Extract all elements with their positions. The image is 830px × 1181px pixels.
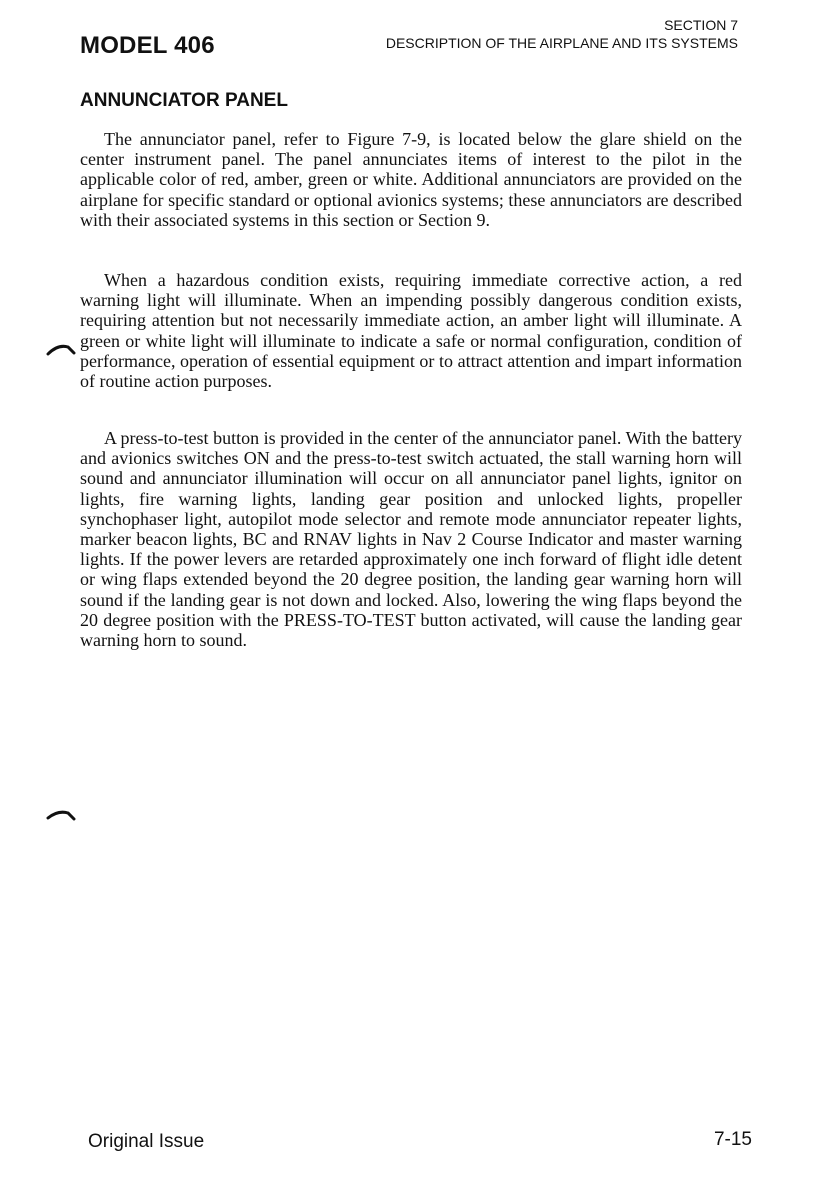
paragraph-light-colors: When a hazardous condition exists, requiring immediate corrective action, a red warning light will illuminate. When an impending possibly dangerous condition exists, requiring attention but not necessarily immediate action, an amber light will illuminate. A green or white light will illuminate to indicate a safe or normal configuration, condition of performance, operation of essential equipment or to attract attention and impart information of routine action purposes. bbox=[80, 270, 742, 392]
revision-mark-icon bbox=[46, 808, 76, 822]
page-number: 7-15 bbox=[713, 1129, 752, 1150]
revision-mark-icon bbox=[46, 343, 76, 357]
paragraph-press-to-test: A press-to-test button is provided in the center of the annunciator panel. With the battery and avionics switches ON and the press-to-test switch actuated, the stall warning horn will sound and annunciator illumination will occur on all annunciator panel lights, ignitor on lights, fire warning lights, landing gear position and unlocked lights, propeller synchophaser light, autopilot mode selector and remote mode annunciator repeater lights, marker beacon lights, BC and RNAV lights in Nav 2 Course Indicator and master warning lights. If the power levers are retarded approximately one inch forward of flight idle detent or wing flaps extended beyond the 20 degree position, the landing gear warning horn will sound if the landing gear is not down and locked. Also, lowering the wing flaps beyond the 20 degree position with the PRESS-TO-TEST button activated, will cause the landing gear warning horn to sound. bbox=[80, 428, 742, 651]
section-number: SECTION 7 bbox=[664, 17, 738, 33]
model-title: MODEL 406 bbox=[80, 32, 215, 59]
section-title: DESCRIPTION OF THE AIRPLANE AND ITS SYSTEMS bbox=[385, 35, 738, 51]
paragraph-annunciator-location: The annunciator panel, refer to Figure 7-9, is located below the glare shield on the center instrument panel. The panel annunciates items of interest to the pilot in the applicable color of red, amber, green or white. Additional annunciators are provided on the airplane for specific standard or optional avionics systems; these annunciators are described with their associated systems in this section or Section 9. bbox=[80, 129, 742, 230]
page-heading: ANNUNCIATOR PANEL bbox=[80, 90, 288, 111]
issue-label: Original Issue bbox=[88, 1131, 205, 1152]
